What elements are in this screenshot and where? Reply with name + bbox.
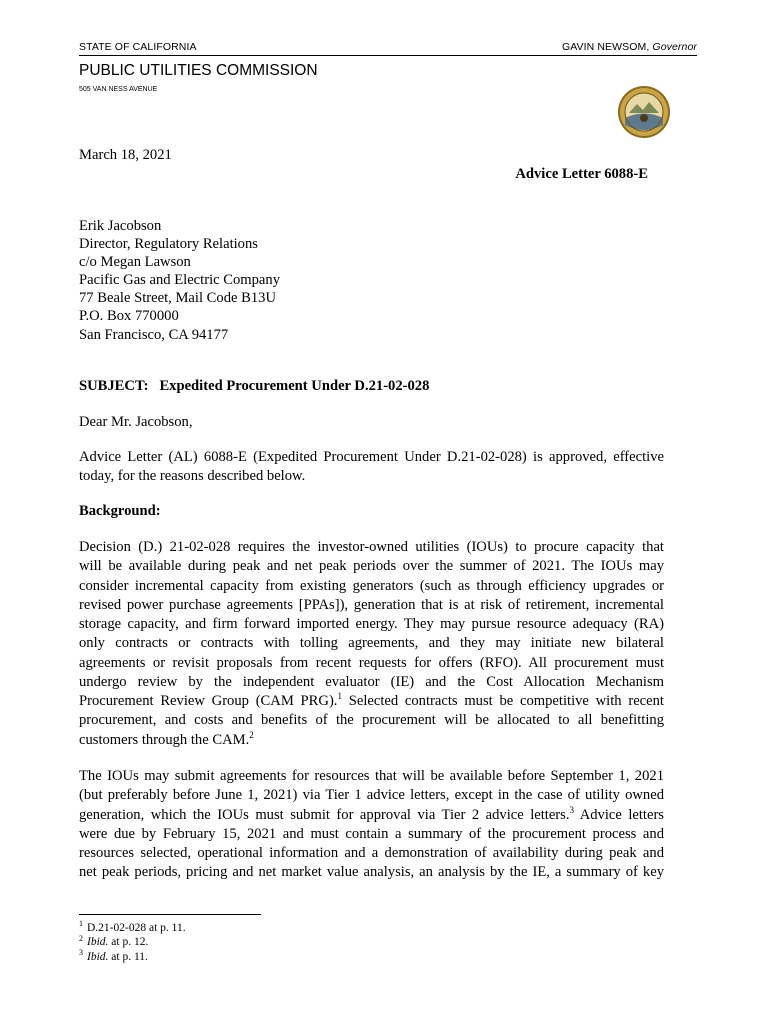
background-paragraph-1 [79,538,664,750]
paragraph-line: today, for the reasons described below. [79,467,306,484]
state-label: STATE OF CALIFORNIA [79,41,197,53]
paragraph-line: resources selected, operational information and a demonstration of availability during peak and [79,845,664,861]
footnote-item [79,947,186,964]
governor-title: Governor [652,41,697,53]
intro-paragraph [79,448,664,485]
recipient-line: Director, Regulatory Relations [79,236,258,253]
letter-date: March 18, 2021 [79,147,172,163]
paragraph-line: undergo review by the independent evaluator (IE) and the Cost Allocation Mechanism [79,673,664,690]
recipient-line: 77 Beale Street, Mail Code B13U [79,290,276,307]
paragraph-line-with-footnote [79,692,664,711]
footnote-number: 2 [79,933,83,943]
footnote-item [79,921,186,935]
recipient-line: P.O. Box 770000 [79,308,179,325]
footnote-ref-3[interactable]: 3 [569,804,574,815]
paragraph-line: The IOUs may submit agreements for resources that will be available before September 1, 2021 [79,768,664,784]
footnote-ref-1[interactable]: 1 [337,691,342,702]
paragraph-line: only contracts or contracts with tolling agreements, and they may initiate new bilateral [79,635,664,652]
paragraph-line: consider incremental capacity from existing generators (such as through efficiency upgrades or [79,577,664,594]
salutation: Dear Mr. Jacobson, [79,414,193,430]
paragraph-line: net peak periods, pricing and net market value analysis, an analysis by the IE, a summary of key [79,864,664,881]
state-seal-icon [617,85,671,139]
background-heading: Background: [79,503,161,519]
footnote-divider [79,914,261,915]
footnote-text: at p. 12. [108,936,149,949]
paragraph-text: Selected contracts must be competitive with recent [341,693,664,709]
paragraph-line: Advice Letter (AL) 6088-E (Expedited Procurement Under D.21-02-028) is approved, effective [79,449,664,465]
paragraph-line: storage capacity, and firm forward imported energy. They may pursue resource adequacy (RA) [79,616,664,632]
paragraph-line: will be available during peak and net peak periods over the summer of 2021. The IOUs may [79,558,664,575]
footnote-ref: Ibid. [87,950,109,963]
paragraph-text: generation, which the IOUs must submit for approval via Tier 2 advice letters. [79,806,570,823]
paragraph-line: revised power purchase agreements [PPAs]), generation that is at risk of retirement, incremental [79,596,664,613]
subject-text: Expedited Procurement Under D.21-02-028 [159,378,430,394]
advice-letter-reference: Advice Letter 6088-E [515,166,648,182]
paragraph-line: were due by February 15, 2021 and must contain a summary of the procurement process and [79,825,664,842]
paragraph-line-with-footnote [79,731,664,750]
subject-label: SUBJECT: [79,378,149,394]
recipient-line: c/o Megan Lawson [79,254,191,271]
paragraph-line: Decision (D.) 21-02-028 requires the investor-owned utilities (IOUs) to procure capacity that [79,539,664,555]
paragraph-line: (but preferably before June 1, 2021) via Tier 1 advice letters, except in the case of utility owned [79,787,664,804]
agency-address: 505 VAN NESS AVENUE [79,86,158,93]
governor-line [562,41,697,53]
footnote-number: 1 [79,919,83,929]
paragraph-text: Advice letters [574,806,664,823]
footnote-text: at p. 11. [108,950,148,963]
recipient-line: Erik Jacobson [79,218,162,234]
header-rule [79,55,697,56]
recipient-line: San Francisco, CA 94177 [79,326,229,343]
paragraph-text: Procurement Review Group (CAM PRG). [79,693,338,709]
paragraph-line: procurement, and costs and benefits of the procurement will be allocated to all benefitting [79,712,664,729]
recipient-line: Pacific Gas and Electric Company [79,272,280,289]
governor-name: GAVIN NEWSOM, [561,41,650,53]
background-paragraph-2 [79,767,664,883]
paragraph-line-with-footnote [79,806,664,825]
footnote-item [79,935,186,949]
footnote-text: D.21-02-028 at p. 11. [87,922,186,934]
paragraph-text: customers through the CAM. [79,731,250,748]
footnote-number: 3 [79,947,83,957]
footnotes [79,921,186,964]
subject-line [79,377,429,395]
agency-name: PUBLIC UTILITIES COMMISSION [79,62,318,79]
recipient-address [79,217,280,344]
footnote-ref: Ibid. [87,936,109,949]
paragraph-line: agreements or revisit proposals from recent requests for offers (RFO). All procurement must [79,654,664,671]
footnote-ref-2[interactable]: 2 [249,729,254,740]
